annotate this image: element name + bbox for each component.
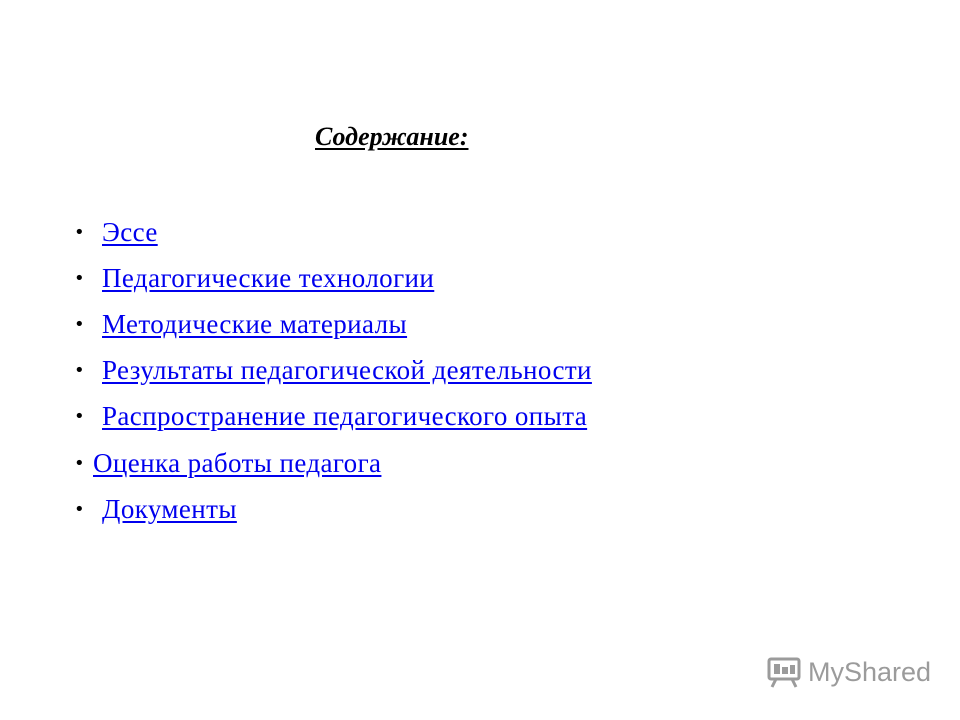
toc-item-experience-dissemination — [74, 396, 587, 436]
toc-link-teacher-evaluation[interactable]: Оценка работы педагога — [93, 447, 382, 478]
bullet-icon: • — [74, 452, 85, 474]
watermark-text: MyShared — [808, 656, 932, 687]
toc-link-methodical-materials[interactable]: Методические материалы — [102, 308, 408, 339]
toc-item-pedagogical-results — [74, 350, 592, 390]
toc-link-documents[interactable]: Документы — [102, 493, 237, 524]
myshared-watermark — [766, 655, 931, 689]
presentation-board-icon — [766, 655, 802, 689]
page-title: Содержание: — [315, 122, 469, 151]
toc-item-documents — [74, 489, 237, 529]
bullet-icon: • — [74, 221, 85, 243]
bullet-icon: • — [74, 498, 85, 520]
bullet-icon: • — [74, 267, 85, 289]
bullet-icon: • — [74, 359, 85, 381]
toc-item-methodical-materials — [74, 304, 407, 344]
toc-link-experience-dissemination[interactable]: Распространение педагогического опыта — [102, 400, 588, 431]
toc-link-pedagogical-results[interactable]: Результаты педагогической деятельности — [102, 354, 592, 385]
toc-link-pedagogical-technologies[interactable]: Педагогические технологии — [102, 262, 435, 293]
toc-link-esse[interactable]: Эссе — [102, 216, 158, 247]
toc-item-teacher-evaluation — [74, 443, 381, 483]
toc-item-esse — [74, 212, 158, 252]
bullet-icon: • — [74, 405, 85, 427]
toc-item-pedagogical-technologies — [74, 258, 434, 298]
bullet-icon: • — [74, 313, 85, 335]
